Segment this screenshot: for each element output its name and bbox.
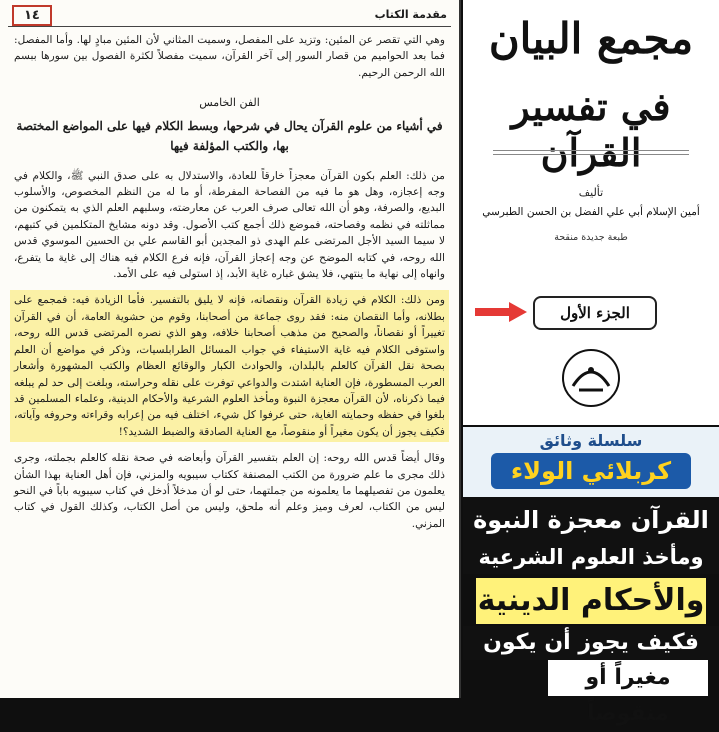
quote-line5: مغيراً أو منقوصاً — [548, 660, 708, 696]
section-label: الفن الخامس — [199, 96, 260, 110]
page-body — [14, 32, 445, 532]
publisher-logo-icon — [559, 346, 623, 410]
paragraph-miracle: من ذلك: العلم بكون القرآن معجزاً خارقاً للعادة، والاستدلال به على صدق النبي ﷺ، والكلام في وجه إعجازه، وهل هو ما فيه من الفصاحة المفرطة، أو ما له من النظم المخصوص، والأسلوب البديع، والصرفة، وهو أن الله تعالى صرف العرب عن معارضته، وسلبهم العلم الذي به يتمكنون من مماثلته في نظمه وفصاحته، فموضع ذلك أجمع كتب الأصول. وقد دونه مشايخ المتكلمين في كتبهم، لا سيما السيد الأجل المرتضى علم الهدى ذو المجدين أبو القاسم علي بن الحسين الموسوي قدس الله روحه، في كتابه الموضح عن وجه إعجاز القرآن، فإنه فرع الكلام فيه هناك إلى غاية ما يتفرع، وانهاه إلى نهاية ما ينتهي، فلا يشق غباره غاية الأبد، إذ استولى فيه على الأمد. — [14, 169, 445, 281]
series-banner — [463, 427, 719, 497]
page-header — [8, 4, 451, 27]
section-heading-block — [14, 95, 445, 155]
quote-line4: فكيف يجوز أن يكون — [463, 626, 719, 660]
paragraph-closing: وقال أيضاً قدس الله روحه: إن العلم بتفسير القرآن وأبعاضه في صحة نقله كالعلم بجملته، وجرى ذلك مجرى ما علم ضرورة من الكتب المصنفة ككتاب سيبويه والمزني، فإن أهل العناية بهذا الشأن يعلمون من تفصيلهما ما يعلمونه من جملتهما، حتى لو أن مدخلاً أدخل في كتاب سيبويه باباً في النحو ليس من الكتاب، لعرف وميز وعلم أنه ملحق، وليس من أصل الكتاب، وكذلك القول في كتاب المزني. — [14, 452, 445, 530]
book-cover — [463, 0, 719, 425]
quote-line2: ومأخذ العلوم الشرعية — [463, 540, 719, 574]
paragraph-highlighted: ومن ذلك: الكلام في زيادة القرآن ونقصانه، فإنه لا يليق بالتفسير. فأما الزيادة فيه: فمجمع على بطلانه، وأما النقصان منه: فقد روى جماعة من أصحابنا، وقوم من حشوية العامة، أن في القرآن تغييراً أو نقصاناً، والصحيح من مذهب أصحابنا خلافه، وهو الذي نصره المرتضى قدس الله روحه، واستوفى الكلام فيه غاية الاستيفاء في جواب المسائل الطرابلسيات، وذكر في مواضع أن العلم بصحة نقل القرآن كالعلم بالبلدان، والحوادث الكبار والوقائع العظام والكتب المشهورة وأشعار العرب المسطورة، فإن العناية اشتدت والدواعي توفرت على نقله وحراسته، وبلغت إلى حد لم يبلغه فيما ذكرناه، لأن القرآن معجزة النبوة ومأخذ العلوم الشرعية والأحكام الدينية، وعلماء المسلمين قد بلغوا في حفظه وحمايته الغاية، حتى عرفوا كل شيء، اختلف فيه من إعرابه وقراءته وحروفه وآياته، فكيف يجوز أن يكون مغيراً أو منقوصاً، مع العناية الصادقة والضبط الشديد؟! — [10, 290, 449, 442]
arrow-right-icon — [473, 300, 529, 324]
page-header-title: مقدمة الكتاب — [374, 8, 447, 21]
cover-title-line2: في تفسير القرآن — [511, 84, 671, 175]
author-label: تأليف — [578, 186, 604, 199]
paragraph-intro: وهي التي تقصر عن المئين: وتزيد على المفصل، وسميت المثاني لأن المئين مبادٍ لها. وأما المفصل: فما بعد الحواميم من قصار السور إلى آخر القرآن، سميت مفصلاً لكثرة الفصول بين سورها ببسم الله الرحمن الرحيم. — [14, 34, 445, 79]
series-line2: كربلائي الولاء — [491, 453, 691, 489]
cover-title-line1: مجمع البيان — [488, 14, 694, 63]
quote-line3: والأحكام الدينية — [476, 578, 706, 624]
edition-note: طبعة جديدة منقحة — [554, 232, 628, 243]
author-name: أمين الإسلام أبي علي الفضل بن الحسن الطبرسي — [482, 206, 700, 218]
volume-label: الجزء الأول — [533, 296, 657, 330]
series-line1: سلسلة وثائق — [539, 431, 643, 450]
quote-line1: القرآن معجزة النبوة — [463, 500, 719, 540]
ornament-divider — [493, 150, 689, 155]
section-heading: في أشياء من علوم القرآن يحال في شرحها، وبسط الكلام فيها على المواضع المختصة بها، والكتب المؤلفة فيها — [16, 118, 443, 153]
page-number: ١٤ — [12, 5, 52, 26]
